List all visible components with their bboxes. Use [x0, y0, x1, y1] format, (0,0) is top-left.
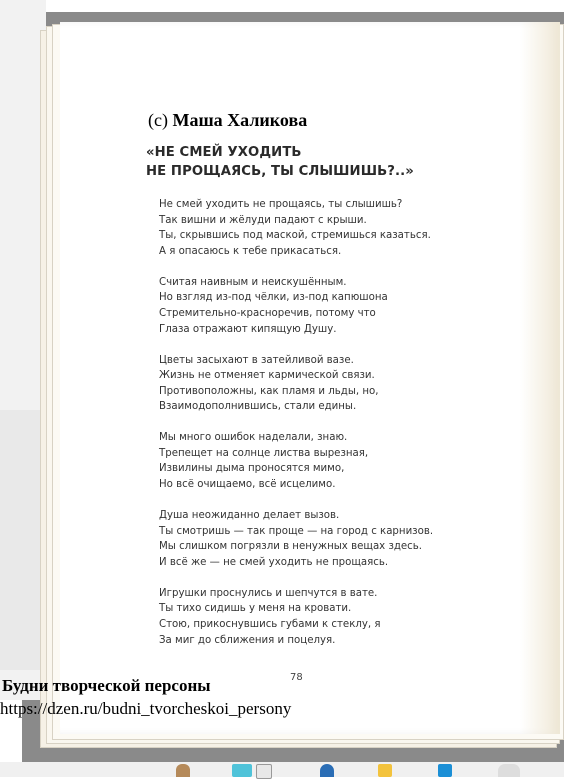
poem-line: Не смей уходить не прощаясь, ты слышишь? — [159, 199, 403, 210]
poem-line: Мы слишком погрязли в ненужных вещах здесь. — [159, 541, 423, 553]
poem-line: Трепещет на солнце листва вырезная, — [159, 447, 369, 459]
poem-line: Стою, прикоснувшись губами к стеклу, я — [159, 619, 381, 631]
stanza — [159, 586, 459, 648]
caption-url[interactable]: https://dzen.ru/budni_tvorcheskoi_persony — [0, 699, 292, 718]
app-icon[interactable] — [498, 764, 520, 777]
poem-line: Мы много ошибок наделали, знаю. — [159, 432, 348, 444]
poem-title-line: НЕ ПРОЩАЯСЬ, ТЫ СЛЫШИШЬ?..» — [146, 164, 414, 179]
poem-line: Так вишни и жёлуди падают с крыши. — [159, 214, 367, 226]
poem-line: Но взгляд из-под чёлки, из-под капюшона — [159, 292, 388, 304]
app-icon[interactable] — [438, 764, 452, 777]
app-icon[interactable] — [232, 764, 252, 777]
poem-line: Жизнь не отменяет кармической связи. — [159, 370, 375, 382]
stanza — [159, 353, 459, 415]
poem-body — [159, 197, 459, 664]
deer-icon[interactable] — [176, 764, 190, 777]
poem-line: За миг до сближения и поцелуя. — [159, 634, 336, 646]
poem-line: Глаза отражают кипящую Душу. — [159, 323, 337, 335]
poem-line: Стремительно-красноречив, потому что — [159, 307, 376, 319]
poem-line: Цветы засыхают в затейливой вазе. — [159, 354, 354, 366]
poem-line: Извилины дыма проносятся мимо, — [159, 463, 345, 475]
copyright-prefix: (с) — [148, 110, 173, 130]
poem-line: Взаимодополнившись, стали едины. — [159, 401, 357, 413]
stanza — [159, 508, 459, 570]
stanza — [159, 430, 459, 492]
folder-icon[interactable] — [378, 764, 392, 777]
poem-line: А я опасаюсь к тебе прикасаться. — [159, 245, 342, 257]
poem-title-line: «НЕ СМЕЙ УХОДИТЬ — [146, 145, 302, 160]
author-credit — [148, 110, 307, 131]
poem-line: Игрушки проснулись и шепчутся в вате. — [159, 587, 378, 599]
author-name: Маша Халикова — [172, 110, 308, 130]
page-shade — [520, 22, 560, 734]
poem-line: Ты тихо сидишь у меня на кровати. — [159, 603, 352, 615]
poem-line: Душа неожиданно делает вызов. — [159, 510, 340, 522]
poem-title — [146, 143, 486, 181]
poem-line: Ты, скрывшись под маской, стремишься казаться. — [159, 230, 431, 242]
poem-line: Ты смотришь — так проще — на город с карнизов. — [159, 525, 434, 537]
caption-title: Будни творческой персоны — [2, 676, 211, 695]
app-icon[interactable] — [320, 764, 334, 777]
page-number: 78 — [290, 672, 303, 683]
poem-line: Но всё очищаемо, всё исцелимо. — [159, 479, 336, 491]
stanza — [159, 197, 459, 259]
poem-line: Считая наивным и неискушённым. — [159, 276, 347, 288]
poem-line: И всё же — не смей уходить не прощаясь. — [159, 556, 389, 568]
sketch-shape — [0, 410, 42, 670]
poem-line: Противоположны, как пламя и льды, но, — [159, 385, 379, 397]
taskbar — [0, 762, 564, 777]
stanza — [159, 275, 459, 337]
